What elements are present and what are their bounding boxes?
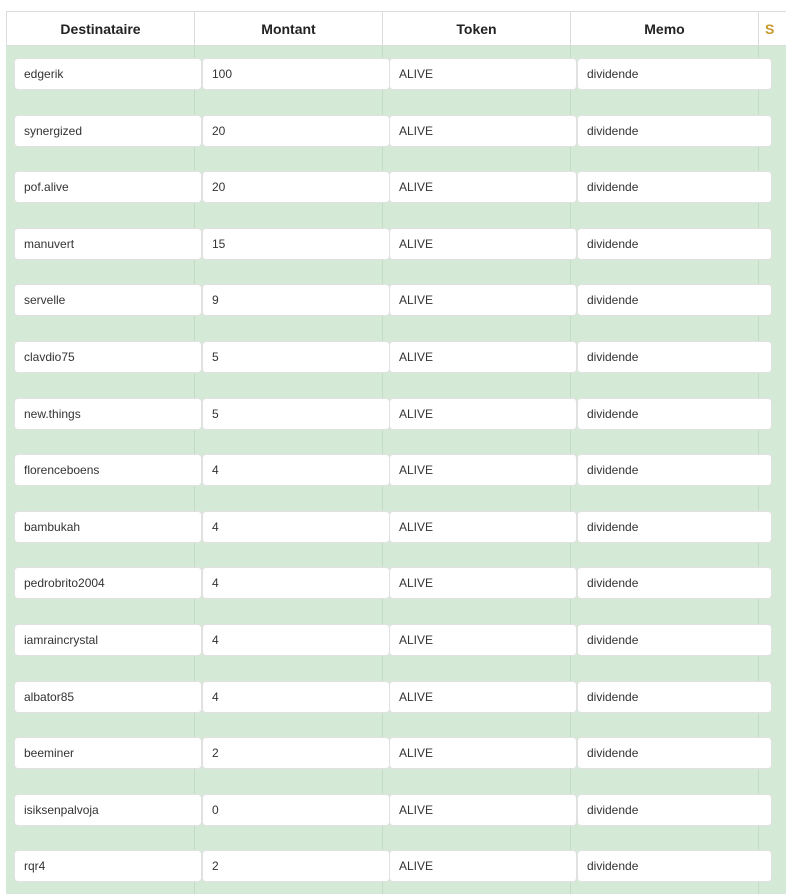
destinataire-input[interactable]: florenceboens [14,454,202,486]
montant-input[interactable]: 4 [202,454,390,486]
column-header-memo: Memo [570,12,758,46]
montant-input[interactable]: 2 [202,737,390,769]
destinataire-input[interactable]: clavdio75 [14,341,202,373]
montant-input[interactable]: 15 [202,228,390,260]
destinataire-input[interactable]: pedrobrito2004 [14,567,202,599]
destinataire-input[interactable]: albator85 [14,681,202,713]
table-body [6,46,786,894]
table-row [6,555,786,612]
montant-input[interactable]: 5 [202,398,390,430]
column-header-montant: Montant [194,12,382,46]
memo-input[interactable]: dividende [577,341,772,373]
memo-input[interactable]: dividende [577,567,772,599]
transfer-table [6,11,775,894]
token-input[interactable]: ALIVE [389,284,577,316]
token-input[interactable]: ALIVE [389,115,577,147]
token-input[interactable]: ALIVE [389,511,577,543]
memo-input[interactable]: dividende [577,681,772,713]
token-input[interactable]: ALIVE [389,567,577,599]
token-input[interactable]: ALIVE [389,737,577,769]
table-header [6,11,786,46]
token-input[interactable]: ALIVE [389,398,577,430]
memo-input[interactable]: dividende [577,511,772,543]
column-header-extra: S [758,12,788,46]
destinataire-input[interactable]: manuvert [14,228,202,260]
memo-input[interactable]: dividende [577,58,772,90]
token-input[interactable]: ALIVE [389,794,577,826]
table-row [6,442,786,499]
destinataire-input[interactable]: new.things [14,398,202,430]
token-input[interactable]: ALIVE [389,341,577,373]
token-input[interactable]: ALIVE [389,624,577,656]
column-header-token: Token [382,12,570,46]
montant-input[interactable]: 100 [202,58,390,90]
table-row [6,838,786,895]
memo-input[interactable]: dividende [577,398,772,430]
table-row [6,782,786,839]
memo-input[interactable]: dividende [577,284,772,316]
token-input[interactable]: ALIVE [389,58,577,90]
memo-input[interactable]: dividende [577,850,772,882]
destinataire-input[interactable]: pof.alive [14,171,202,203]
column-header-destinataire: Destinataire [6,12,194,46]
table-row [6,386,786,443]
destinataire-input[interactable]: iamraincrystal [14,624,202,656]
montant-input[interactable]: 9 [202,284,390,316]
memo-input[interactable]: dividende [577,737,772,769]
montant-input[interactable]: 20 [202,115,390,147]
montant-input[interactable]: 20 [202,171,390,203]
montant-input[interactable]: 5 [202,341,390,373]
table-row [6,669,786,726]
montant-input[interactable]: 4 [202,624,390,656]
destinataire-input[interactable]: servelle [14,284,202,316]
memo-input[interactable]: dividende [577,454,772,486]
token-input[interactable]: ALIVE [389,228,577,260]
destinataire-input[interactable]: isiksenpalvoja [14,794,202,826]
table-row [6,159,786,216]
memo-input[interactable]: dividende [577,115,772,147]
montant-input[interactable]: 0 [202,794,390,826]
table-row [6,725,786,782]
token-input[interactable]: ALIVE [389,171,577,203]
montant-input[interactable]: 2 [202,850,390,882]
token-input[interactable]: ALIVE [389,850,577,882]
memo-input[interactable]: dividende [577,624,772,656]
destinataire-input[interactable]: beeminer [14,737,202,769]
table-row [6,329,786,386]
token-input[interactable]: ALIVE [389,681,577,713]
table-row [6,103,786,160]
montant-input[interactable]: 4 [202,681,390,713]
memo-input[interactable]: dividende [577,794,772,826]
table-row [6,46,786,103]
memo-input[interactable]: dividende [577,171,772,203]
destinataire-input[interactable]: rqr4 [14,850,202,882]
table-row [6,272,786,329]
token-input[interactable]: ALIVE [389,454,577,486]
destinataire-input[interactable]: bambukah [14,511,202,543]
montant-input[interactable]: 4 [202,567,390,599]
montant-input[interactable]: 4 [202,511,390,543]
destinataire-input[interactable]: synergized [14,115,202,147]
memo-input[interactable]: dividende [577,228,772,260]
table-row [6,216,786,273]
table-row [6,612,786,669]
destinataire-input[interactable]: edgerik [14,58,202,90]
table-row [6,499,786,556]
